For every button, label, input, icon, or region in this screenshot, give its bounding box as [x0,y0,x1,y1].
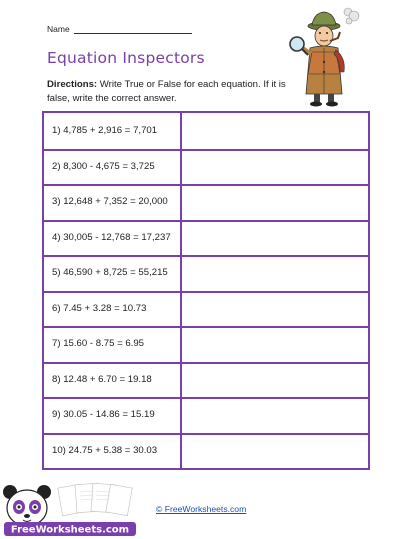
table-row [44,362,368,400]
equation-cell: 1) 4,785 + 2,916 = 7,701 [44,113,182,149]
equation-cell: 3) 12,648 + 7,352 = 20,000 [44,184,182,220]
copyright-symbol: © [156,504,163,514]
answer-cell[interactable] [182,326,368,362]
equation-cell: 6) 7.45 + 3.28 = 10.73 [44,291,182,327]
directions-text: Write True or False for each equation. If it is false, write the correct answer. [47,79,286,104]
answer-cell[interactable] [182,397,368,433]
answer-cell[interactable] [182,184,368,220]
directions-label: Directions: [47,79,98,90]
equation-table [42,111,370,470]
table-row [44,397,368,435]
name-field-row [47,24,192,34]
equation-cell: 4) 30,005 - 12,768 = 17,237 [44,220,182,256]
equation-cell: 7) 15.60 - 8.75 = 6.95 [44,326,182,362]
answer-cell[interactable] [182,255,368,291]
table-row [44,433,368,469]
table-row [44,149,368,187]
equation-cell: 10) 24.75 + 5.38 = 30.03 [44,433,182,469]
table-row [44,326,368,364]
name-label: Name [47,24,70,34]
equation-cell: 9) 30.05 - 14.86 = 15.19 [44,397,182,433]
freeworksheets-logo [0,478,150,539]
table-row [44,220,368,258]
table-row [44,113,368,151]
logo-text: FreeWorksheets.com [10,524,130,536]
equation-cell: 5) 46,590 + 8,725 = 55,215 [44,255,182,291]
detective-illustration [286,2,368,108]
answer-cell[interactable] [182,149,368,185]
answer-cell[interactable] [182,220,368,256]
footer-link[interactable] [156,504,246,514]
equation-cell: 8) 12.48 + 6.70 = 19.18 [44,362,182,398]
table-row [44,255,368,293]
worksheet-title: Equation Inspectors [47,49,205,67]
table-row [44,184,368,222]
directions [47,78,307,106]
answer-cell[interactable] [182,362,368,398]
name-blank-line[interactable] [74,25,192,34]
table-row [44,291,368,329]
footer-site[interactable]: FreeWorksheets.com [164,504,247,514]
answer-cell[interactable] [182,113,368,149]
answer-cell[interactable] [182,291,368,327]
answer-cell[interactable] [182,433,368,469]
equation-cell: 2) 8,300 - 4,675 = 3,725 [44,149,182,185]
